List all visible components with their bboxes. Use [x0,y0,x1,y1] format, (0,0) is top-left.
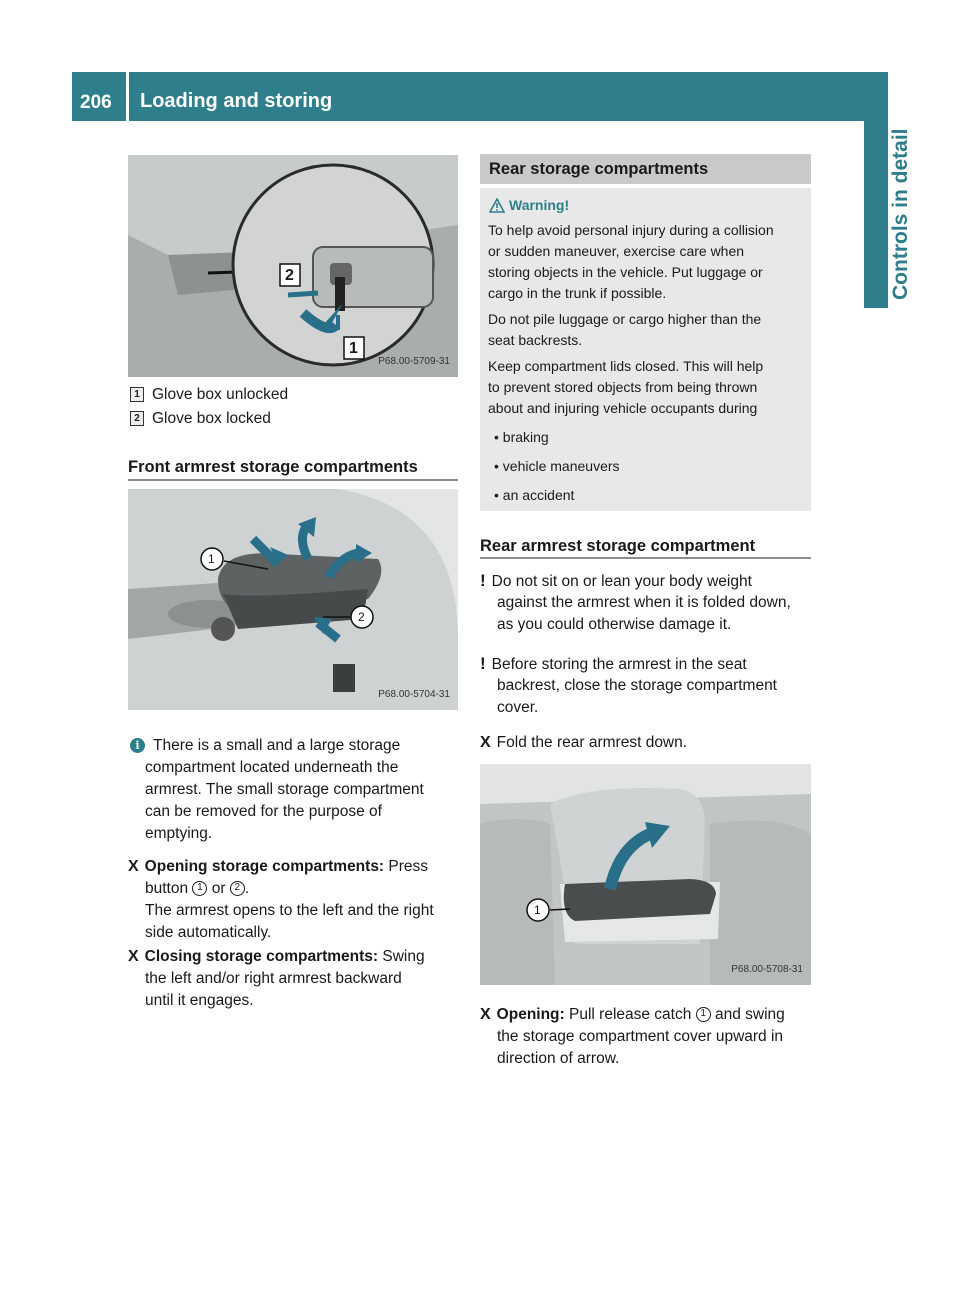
caution-icon: ! [480,571,486,590]
step-arrow-icon: X [480,1006,491,1023]
glovebox-figure-code: P68.00-5709-31 [378,356,450,367]
warning-text: storing objects in the vehicle. Put luggage or [488,264,763,280]
closing-step: X Closing storage compartments: Swing [128,948,425,965]
legend-key: 1 [130,387,144,402]
rear-opening-line: the storage compartment cover upward in [497,1028,784,1045]
glovebox-callout-2: 2 [285,267,294,284]
warning-text: seat backrests. [488,332,583,348]
info-line: i There is a small and a large storage [130,735,400,757]
step-label: Closing storage compartments: [144,948,379,965]
bullet-item: • vehicle maneuvers [494,458,620,474]
info-line: armrest. The small storage compartment [145,781,424,798]
side-tab [864,121,888,297]
caution-note-line: cover. [497,699,539,716]
warning-triangle-icon [489,198,505,213]
caution-note: ! Do not sit on or lean your body weight [480,571,752,590]
rear-storage-heading: Rear storage compartments [489,160,709,178]
rear-armrest-rule [480,557,811,559]
warning-title: Warning! [509,197,570,213]
rear-armrest-figure [480,764,811,985]
bullet-item: • braking [494,429,549,445]
closing-step-line: until it engages. [145,992,254,1009]
caution-note-line: as you could otherwise damage it. [497,616,732,633]
header-separator [126,72,129,121]
warning-title-row [489,194,569,217]
info-line: emptying. [145,825,213,842]
caution-note-line: backrest, close the storage compartment [497,677,777,694]
front-armrest-figure [128,489,458,710]
rear-opening-line: direction of arrow. [497,1050,620,1067]
info-icon: i [130,738,145,753]
rear-figure-callout-1: 1 [534,903,541,917]
info-line: can be removed for the purpose of [145,803,382,820]
rear-armrest-illustration [480,764,811,985]
legend-text: Glove box locked [152,410,271,427]
front-figure-callout-1: 1 [208,552,215,566]
rear-armrest-heading: Rear armrest storage compartment [480,537,756,555]
glovebox-figure [128,155,458,377]
warning-text: Do not pile luggage or cargo higher than the [488,311,762,327]
closing-step-line: the left and/or right armrest backward [145,970,402,987]
front-armrest-rule [128,479,458,481]
side-section-label: Controls in detail [889,128,912,300]
rear-storage-heading-bar [480,154,811,184]
info-line: compartment located underneath the [145,759,399,776]
front-figure-callout-2: 2 [358,610,365,624]
warning-text: about and injuring vehicle occupants during [488,400,758,416]
page-title: Loading and storing [140,90,333,112]
legend-item [130,384,288,406]
step-label: Opening storage compartments: [144,858,385,875]
page-number: 206 [80,92,112,113]
opening-step: X Opening storage compartments: Press [128,858,429,875]
caution-icon: ! [480,654,486,673]
side-tab-marker [864,284,888,308]
legend-key: 2 [130,411,144,426]
warning-text: To help avoid personal injury during a collision [488,222,774,238]
legend-text: Glove box unlocked [152,386,289,403]
warning-text: to prevent stored objects from being thrown [488,379,758,395]
step-label: Opening: [496,1006,565,1023]
glovebox-callout-1: 1 [349,340,358,357]
bullet-item: • an accident [494,487,575,503]
front-armrest-illustration [128,489,458,710]
callout-ref-2: 2 [230,881,245,896]
caution-note: ! Before storing the armrest in the seat [480,654,747,673]
opening-step-line: side automatically. [145,924,272,941]
opening-step-line: button 1 or 2 . [145,880,250,897]
caution-note-line: against the armrest when it is folded down, [497,594,791,611]
rear-figure-code: P68.00-5708-31 [731,964,803,975]
step-arrow-icon: X [480,734,491,751]
front-figure-code: P68.00-5704-31 [378,689,450,700]
callout-ref-1: 1 [696,1007,711,1022]
rear-opening-step: X Opening: Pull release catch 1 and swing [480,1006,785,1023]
step-arrow-icon: X [128,858,139,875]
front-armrest-heading: Front armrest storage compartments [128,458,418,476]
warning-text: cargo in the trunk if possible. [488,285,667,301]
fold-step: X Fold the rear armrest down. [480,734,688,751]
warning-text: Keep compartment lids closed. This will help [488,358,764,374]
step-arrow-icon: X [128,948,139,965]
opening-step-line: The armrest opens to the left and the right [145,902,434,919]
warning-text: or sudden maneuver, exercise care when [488,243,745,259]
legend-item [130,408,271,430]
callout-ref-1: 1 [192,881,207,896]
